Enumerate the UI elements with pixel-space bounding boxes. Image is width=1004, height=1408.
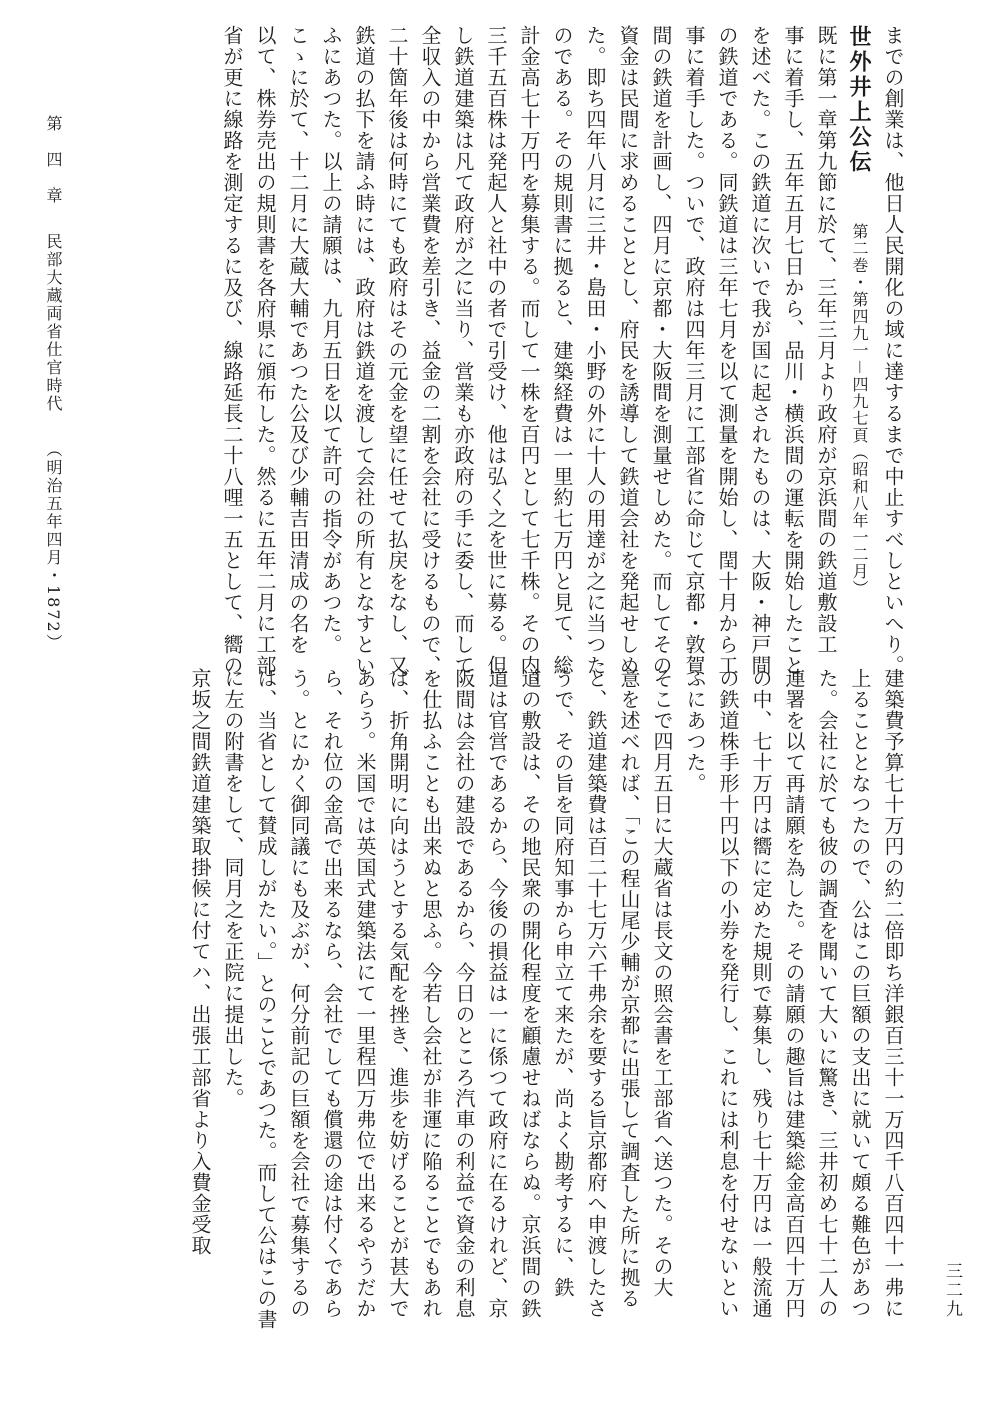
chapter-date: （明治五年四月・1872）	[44, 441, 63, 652]
text-line: ら、それ位の金高で出来るなら、会社でしても償還の途は付くであら	[320, 668, 344, 1319]
running-head	[42, 115, 65, 652]
chapter-title: 民部大蔵両省仕官時代	[44, 233, 63, 413]
lower-text-block	[183, 668, 909, 1330]
text-line: ば、折角開明に向はうとする気配を挫き、進歩を妨げることが甚大で	[386, 668, 410, 1319]
text-line: 阪間は会社の建設であるから、今日のところ汽車の利益で資金の利息	[452, 668, 476, 1319]
text-line: 計金高七十万円を募集する。而して一株を百円として七千株。その内、	[517, 25, 541, 697]
text-line: の鉄道である。同鉄道は三年七月を以て測量を開始し、閏十月から工	[715, 25, 739, 676]
text-line: 三千五百株は発起人と社中の者で引受け、他は弘く之を世に募る。但	[484, 25, 508, 676]
text-line: までの創業は、他日人民開化の域に達するまで中止すべしといへり。	[881, 25, 905, 676]
text-line: 連署を以て再請願を為した。その請願の趣旨は建築総金高百四十万円	[782, 668, 806, 1319]
text-line: 事に着手した。ついで、政府は四年三月に工部省に命じて京都・敦賀	[682, 25, 706, 676]
text-line: 既に第一章第九節に於て、三年三月より政府が京浜間の鉄道敷設工	[814, 25, 838, 655]
text-line: の鉄道株手形十円以下の小券を発行し、これには利息を付せないとい	[716, 668, 740, 1319]
text-line: 上ることとなつたので、公はこの巨額の支出に就いて頗る難色があつ	[848, 668, 872, 1319]
text-line: 意を述べれば、「この程山尾少輔が京都に出張して調査した所に拠る	[617, 668, 641, 1309]
text-line: は、当省として賛成しがたい。」とのことであつた。而して公はこの書	[254, 668, 278, 1330]
text-line: 間の鉄道を計画し、四月に京都・大阪間を測量せしめた。而してその	[649, 25, 673, 676]
text-line: こゝに於て、十二月に大蔵大輔であつた公及び少輔吉田清成の名を	[286, 25, 310, 655]
text-line: 全収入の中から営業費を差引き、益金の二割を会社に受けるもので、	[418, 25, 442, 676]
text-line: た。即ち四年八月に三井・島田・小野の外に十人の用達が之に当つた	[583, 25, 607, 676]
text-line: に左の附書をして、同月之を正院に提出した。	[221, 668, 245, 1109]
text-line: 資金は民間に求めることとし、府民を誘導して鉄道会社を発起せしめ	[616, 25, 640, 676]
text-line: 二十箇年後は何時にても政府はその元金を望に任せて払戻をなし、又	[385, 25, 409, 676]
text-line: の中、七十万円は嚮に定めた規則で募集し、残り七十万円は一般流通	[749, 668, 773, 1319]
upper-text-block	[215, 25, 909, 697]
text-line: のである。その規則書に拠ると、建築経費は一里約七万円と見て、総	[550, 25, 574, 676]
heading-source: 第二巻・第四九一－四九七頁（昭和八年一二月）	[850, 223, 869, 598]
text-line: を述べた。この鉄道に次いで我が国に起されたものは、大阪・神戸間	[748, 25, 772, 676]
page-number: 三二九	[942, 1262, 962, 1319]
text-line: 建築費予算七十万円の約二倍即ち洋銀百三十一万四千八百四十一弗に	[881, 668, 905, 1319]
text-line: 事に着手し、五年五月七日から、品川・横浜間の運転を開始したこと	[781, 25, 805, 676]
chapter-label: 第 四 章	[44, 115, 63, 205]
section-heading	[842, 25, 876, 635]
quoted-document-line: 京坂之間鉄道建築取掛候に付てハ、出張工部省より入費金受取	[188, 668, 212, 1256]
text-line: あらう。米国では英国式建築法にて一里程四万弗位で出来るやうだか	[353, 668, 377, 1319]
text-line: ふにあつた。以上の請願は、九月五日を以て許可の指令があつた。	[319, 25, 343, 655]
text-line: 鉄道の払下を請ふ時には、政府は鉄道を渡して会社の所有となすとい	[352, 25, 376, 676]
text-line: と、鉄道建築費は百二十七万六千弗余を要する旨京都府へ申渡したさ	[584, 668, 608, 1319]
text-line: そこで四月五日に大蔵省は長文の照会書を工部省へ送つた。その大	[650, 668, 674, 1298]
text-line: し鉄道建築は凡て政府が之に当り、営業も亦政府の手に委し、而して	[451, 25, 475, 676]
text-line: う。とにかく御同議にも及ぶが、何分前記の巨額を会社で募集するの	[287, 668, 311, 1319]
text-line: た。会社に於ても彼の調査を聞いて大いに驚き、三井初め七十二人の	[815, 668, 839, 1319]
text-line: 道の敷設は、その地民衆の開化程度を顧慮せねばならぬ。京浜間の鉄	[518, 668, 542, 1319]
text-line: 省が更に線路を測定するに及び、線路延長二十八哩一五として、嚮の	[220, 25, 244, 676]
text-line: を仕払ふことも出来ぬと思ふ。今若し会社が非運に陥ることでもあれ	[419, 668, 443, 1319]
text-line: 以て、株券売出の規則書を各府県に頒布した。然るに五年二月に工部	[253, 25, 277, 676]
text-line: 道は官営であるから、今後の損益は一に係つて政府に在るけれど、京	[485, 668, 509, 1319]
heading-title: 世外井上公伝	[846, 25, 872, 175]
text-line: ふにあつた。	[683, 668, 707, 794]
text-line: うで、その旨を同府知事から申立て来たが、尚よく勘考するに、鉄	[551, 668, 575, 1298]
